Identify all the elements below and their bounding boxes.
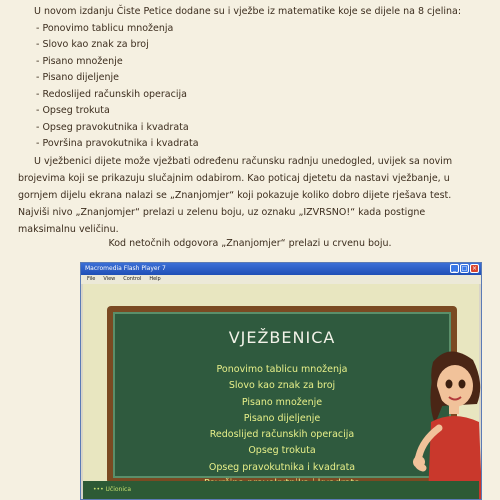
menu-view[interactable]: View xyxy=(103,276,116,282)
topic-item: - Redoslijed računskih operacija xyxy=(36,87,488,104)
intro-text xyxy=(18,4,488,238)
minimize-button[interactable]: _ xyxy=(450,264,459,273)
note-text: Kod netočnih odgovora „Znanjomjer“ prelazi u crvenu boju. xyxy=(108,238,392,249)
flash-player-window[interactable] xyxy=(80,262,482,500)
paragraph-line: brojevima koji se prikazuju slučajnim odabirom. Kao poticaj djetetu da nastavi vježbanje, u xyxy=(18,172,450,184)
topic-item: - Površina pravokutnika i kvadrata xyxy=(36,136,488,153)
topic-item: - Opseg pravokutnika i kvadrata xyxy=(36,120,488,137)
player-footer xyxy=(83,481,479,499)
chalkboard xyxy=(113,312,451,478)
menu-control[interactable]: Control xyxy=(123,276,142,282)
board-topic-item[interactable]: Redoslijed računskih operacija xyxy=(209,429,355,441)
cartoon-girl-illustration xyxy=(413,344,482,500)
paragraph-line: gornjem dijelu ekrana nalazi se „Znanjomjer“ koji pokazuje koliko dobro dijete rješava test. xyxy=(18,189,452,201)
board-topic-list xyxy=(115,362,449,492)
menu-help[interactable]: Help xyxy=(149,276,161,282)
topic-item: - Pisano množenje xyxy=(36,54,488,71)
topic-item: - Opseg trokuta xyxy=(36,103,488,120)
paragraph-line: U vježbenici dijete može vježbati određenu računsku radnju unedogled, uvijek sa novim xyxy=(34,155,453,167)
topic-item: - Ponovimo tablicu množenja xyxy=(36,21,488,38)
intro-line: U novom izdanju Čiste Petice dodane su i vježbe iz matematike koje se dijele na 8 cjelina: xyxy=(34,6,462,17)
topic-item: - Slovo kao znak za broj xyxy=(36,37,488,54)
description-paragraph xyxy=(18,153,488,238)
board-topic-item[interactable]: Ponovimo tablicu množenja xyxy=(216,364,348,375)
window-titlebar[interactable] xyxy=(81,263,481,275)
board-topic-item[interactable]: Opseg trokuta xyxy=(248,445,316,457)
paragraph-line: Najviši nivo „Znanjomjer“ prelazi u zelenu boju, uz oznaku „IZVRSNO!“ kada postigne xyxy=(18,206,426,218)
window-controls xyxy=(450,264,479,273)
close-button[interactable]: × xyxy=(471,265,478,272)
board-title: VJEŽBENICA xyxy=(228,328,336,347)
paragraph-line: maksimalnu veličinu. xyxy=(18,223,119,235)
board-topic-item[interactable]: Pisano dijeljenje xyxy=(243,412,321,424)
footer-label: ••• Učionica xyxy=(93,486,131,493)
window-title: Macromedia Flash Player 7 xyxy=(85,265,166,272)
topic-item: - Pisano dijeljenje xyxy=(36,70,488,87)
board-topic-item[interactable]: Pisano množenje xyxy=(241,396,323,408)
topic-list xyxy=(18,21,488,153)
board-topic-item[interactable]: Slovo kao znak za broj xyxy=(228,380,336,392)
menu-file[interactable]: File xyxy=(87,276,96,282)
maximize-button[interactable]: □ xyxy=(461,265,468,272)
board-topic-item[interactable]: Opseg pravokutnika i kvadrata xyxy=(208,461,356,473)
menu-bar xyxy=(81,275,481,284)
flash-stage xyxy=(83,284,479,499)
